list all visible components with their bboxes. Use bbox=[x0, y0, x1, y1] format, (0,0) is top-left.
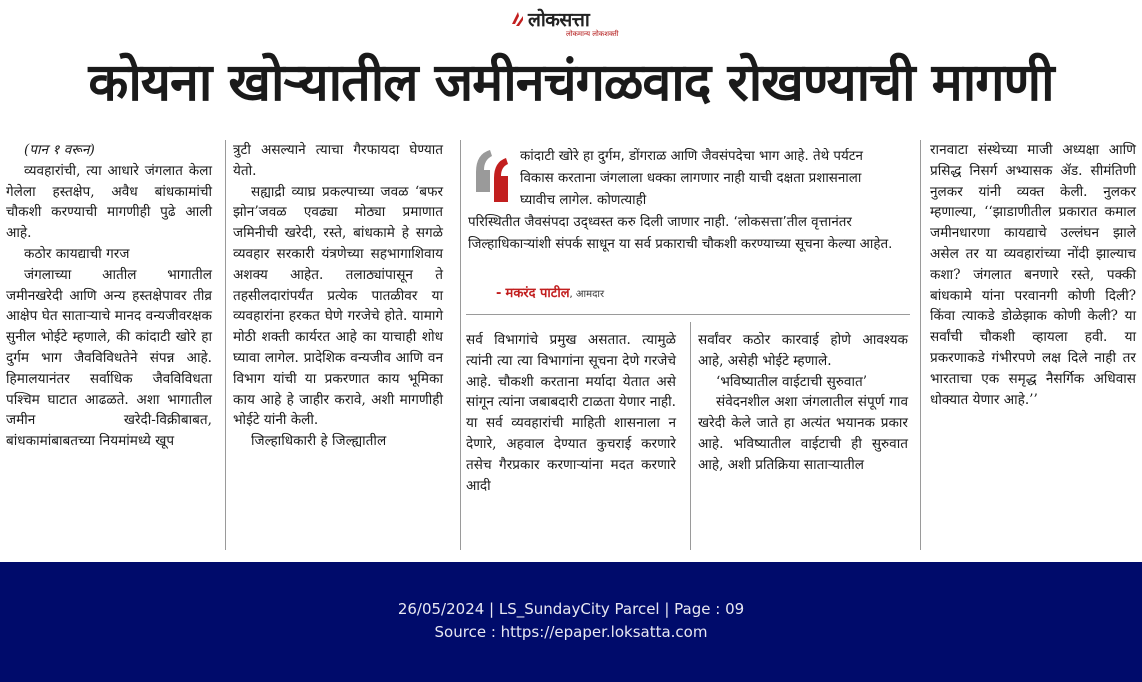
headline: कोयना खोऱ्यातील जमीनचंगळवाद रोखण्याची मागणी bbox=[88, 53, 1054, 113]
quote-author-role: , आमदार bbox=[569, 289, 605, 300]
article-paragraph: सर्वांवर कठोर कारवाई होणे आवश्यक आहे, असेही भोईटे म्हणाले. bbox=[698, 332, 908, 369]
article-column-5 bbox=[930, 140, 1136, 410]
pull-quote-attribution bbox=[496, 283, 604, 301]
attribution-dash: - bbox=[496, 286, 502, 301]
article-paragraph: संवेदनशील अशा जंगलातील संपूर्ण गाव खरेदी केले जाते हा अत्यंत भयानक प्रकार आहे. भविष्यातील वाईटाची ही सुरुवात आहे, अशी प्रतिक्रिया साताऱ्यातील bbox=[698, 394, 908, 473]
article-paragraph: रानवाटा संस्थेच्या माजी अध्यक्षा आणि प्रसिद्ध निसर्ग अभ्यासक ॲड. सीमंतिणी नुलकर यांनी व्यक्त केली. नुलकर म्हणाल्या, ‘‘झाडाणीतील प्रकारात कमाल जमीनधारणा कायद्याचे उल्लंघन झाले असेल तर या व्यवहारांच्या नोंदी झाल्याच कशा? जंगलात बनणारे रस्ते, पक्की बांधकामे यांना परवानगी कोणी दिली? किंवा त्याकडे डोळेझाक कोणी केली? या सर्वांची चौकशी व्हायला हवी. या प्रकरणाकडे गंभीरपणे लक्ष दिले नाही तर भारताचा एक समृद्ध नैसर्गिक अधिवास धोक्यात येणार आहे.’’ bbox=[930, 142, 1136, 408]
article-paragraph: त्रुटी असल्याने त्याचा गैरफायदा घेण्यात येतो. bbox=[233, 142, 443, 179]
masthead-tagline: लोकमान्य लोकशक्ती bbox=[566, 30, 619, 38]
pull-quote bbox=[468, 146, 908, 314]
article-paragraph: सह्याद्री व्याघ्र प्रकल्पाच्या जवळ ‘बफर झोन’जवळ एवढ्या मोठ्या प्रमाणात जमिनीची खरेदी, रस्ते, बांधकामे हे सगळे व्यवहार सरकारी यंत्रणेच्या सहभागाशिवाय अशक्य आहेत. तलाठ्यांपासून ते तहसीलदारांपर्यंत प्रत्येक पातळीवर या व्यवहारांना हरकत घेणे गरजेचे होते. यामागे मोठी शक्ती कार्यरत आहे का याचाही शोध घ्यावा लागेल. प्रादेशिक वन्यजीव आणि वन विभाग यांची या प्रकरणात काय भूमिका काय आहे हे जाहीर करावे, अशी मागणीही भोईटे यांनी केली. bbox=[233, 183, 443, 429]
pull-quote-first: कांदाटी खोरे हा दुर्गम, डोंगराळ आणि जैवसंपदेचा भाग आहे. तेथे पर्यटन विकास करताना जंगलाला धक्का लागणार नाही याची दक्षता प्रशासनाला घ्यावीच लागेल. कोणत्याही bbox=[520, 149, 863, 208]
column-divider bbox=[690, 322, 691, 550]
masthead-name: लोकसत्ता bbox=[528, 9, 590, 31]
continued-from-label: (पान १ वरून) bbox=[24, 142, 95, 158]
article-paragraph: जिल्हाधिकारी हे जिल्ह्यातील bbox=[251, 433, 387, 450]
column-divider bbox=[460, 140, 461, 550]
pull-quote-text bbox=[468, 146, 900, 256]
flame-logo-icon bbox=[510, 10, 526, 28]
footer-bar bbox=[0, 562, 1142, 682]
article-subhead: ‘भविष्यातील वाईटाची सुरुवात’ bbox=[716, 373, 868, 390]
masthead-logo bbox=[510, 6, 650, 40]
article-paragraph: सर्व विभागांचे प्रमुख असतात. त्यामुळे त्यांनी त्या त्या विभागांना सूचना देणे गरजेचे आहे. चौकशी करताना मर्यादा येतात असे सांगून त्यांना जबाबदारी टाळता येणार नाही. या सर्व व्यवहारांची माहिती शासनाला न देणारे, अहवाल देण्यात कुचराई करणारे तसेच गैरप्रकार करणाऱ्यांना मदत करणारे आदी bbox=[466, 332, 676, 494]
footer-source: Source : https://epaper.loksatta.com bbox=[434, 623, 708, 641]
column-divider bbox=[225, 140, 226, 550]
article-column-1 bbox=[6, 140, 212, 452]
article-column-2 bbox=[233, 140, 443, 452]
pull-quote-rest: परिस्थितीत जैवसंपदा उद्ध्वस्त करु दिली जाणार नाही. ‘लोकसत्ता’तील वृत्तानंतर जिल्हाधिकाऱ्यांशी संपर्क साधून या सर्व प्रकाराची चौकशी करण्याच्या सूचना केल्या आहेत. bbox=[468, 215, 893, 252]
article-column-3 bbox=[466, 330, 676, 496]
article-column-4 bbox=[698, 330, 908, 476]
article-paragraph: व्यवहारांची, त्या आधारे जंगलात केला गेलेला हस्तक्षेप, अवैध बांधकामांची चौकशी करण्याची मागणीही पुढे आली आहे. bbox=[6, 162, 212, 242]
footer-edition-info: 26/05/2024 | LS_SundayCity Parcel | Page : 09 bbox=[397, 600, 745, 618]
column-divider bbox=[920, 140, 921, 550]
article-subhead: कठोर कायद्याची गरज bbox=[24, 245, 130, 262]
quote-divider bbox=[466, 314, 910, 315]
quote-author-name: मकरंद पाटील bbox=[505, 286, 570, 301]
article-paragraph: जंगलाच्या आतील भागातील जमीनखरेदी आणि अन्य हस्तक्षेपावर तीव्र आक्षेप घेत साताऱ्याचे मानद वन्यजीवरक्षक सुनील भोईटे म्हणाले, की कांदाटी खोरे हा दुर्गम भाग जैवविविधतेने संपन्न आहे. हिमालयानंतर सर्वाधिक जैवविविधता पश्चिम घाटात आढळते. अशा भागातील जमीन खरेदी-विक्रीबाबत, बांधकामांबाबतच्या नियमांमध्ये खूप bbox=[6, 266, 212, 450]
